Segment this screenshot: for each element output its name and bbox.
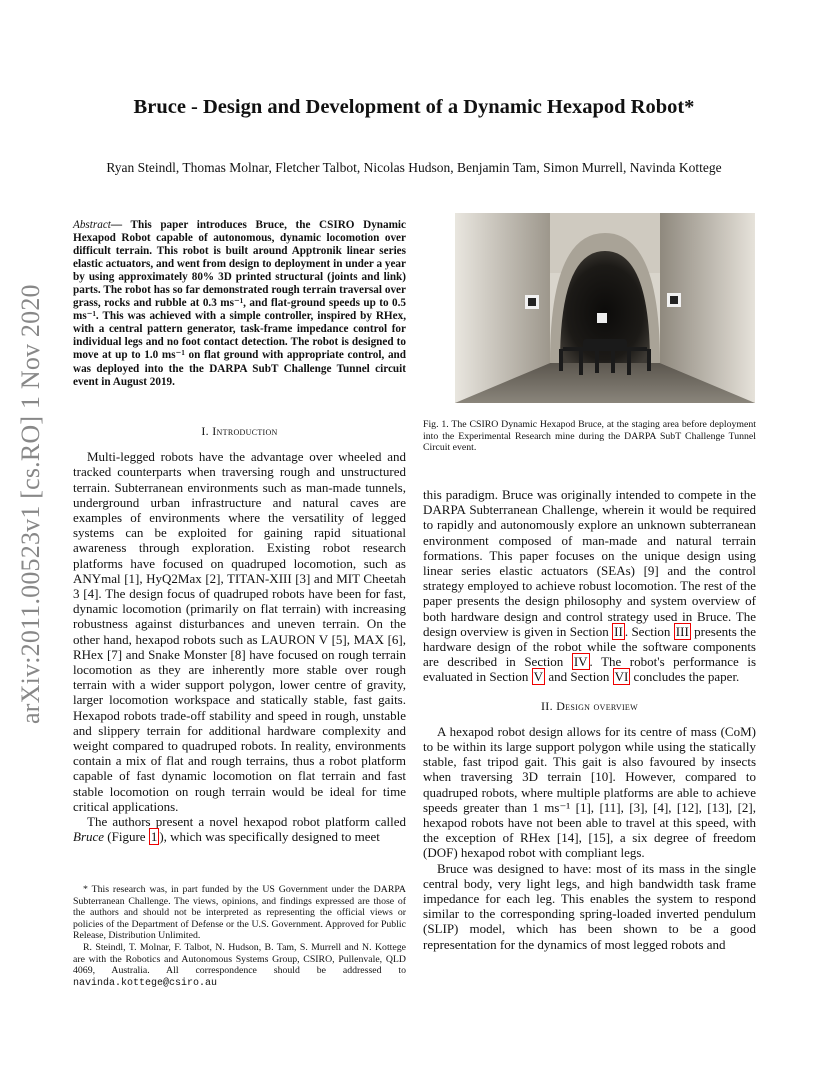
intro-continuation xyxy=(423,487,756,685)
contact-email[interactable]: navinda.kottege@csiro.au xyxy=(73,977,218,989)
section-ref-ii[interactable]: II xyxy=(614,623,623,639)
robot-tunnel-photo xyxy=(455,213,755,403)
text-run: The authors present a novel hexapod robot platform called xyxy=(87,814,406,830)
abstract-text: — This paper introduces Bruce, the CSIRO Dynamic Hexapod Robot capable of autonomous, dynamic locomotion over difficult terrain. This robot is built around Apptronik linear series elastic actuators, and went from design to deployment in under a year by using approximately 80% 3D printed structural (joints and link) parts. The robot has so far demonstrated rough terrain traversal over grass, rocks and rubble at 0.3 ms⁻¹, and flat-ground speeds up to 0.5 ms⁻¹. This was achieved with a simple controller, inspired by RHex, with a central pattern generator, task-frame impedance control for individual legs and no foot contact detection. The robot is designed to move at up to 1.0 ms⁻¹ on flat ground with appropriate control, and was deployed into the the DARPA SubT Challenge Tunnel circuit event in August 2019. xyxy=(73,219,406,388)
section-title: Introduction xyxy=(212,424,278,438)
section-ref-v[interactable]: V xyxy=(533,669,544,685)
section-title: Design overview xyxy=(556,698,638,713)
text-run: R. Steindl, T. Molnar, F. Talbot, N. Hudson, B. Tam, S. Murrell and N. Kottege are with the Robotics and Autonomous Systems Group, CSIRO, Pullenvale, QLD 4069, Australia. All correspondence should be addressed to xyxy=(73,941,406,977)
arxiv-stamp: arXiv:2011.00523v1 [cs.RO] 1 Nov 2020 xyxy=(16,284,45,724)
footnote xyxy=(73,884,406,989)
text-run: concludes the paper. xyxy=(630,669,740,685)
text-run: (Figure xyxy=(104,829,149,845)
figure-ref-link[interactable]: 1 xyxy=(150,829,158,845)
footnote-funding: * This research was, in part funded by the US Government under the DARPA Subterranean Challenge. The views, opinions, and findings expressed are those of the authors and should not be interpreted as representing the official views or policies of the Department of Defense or the U.S. Government. Approved for Public Release, Distribution Unlimited. xyxy=(73,884,406,942)
section-number: I. xyxy=(201,424,213,438)
section-ref-vi[interactable]: VI xyxy=(614,669,629,685)
section-heading-intro xyxy=(73,424,406,439)
text-run: . Section xyxy=(624,623,674,639)
section-ref-iii[interactable]: III xyxy=(675,623,689,639)
design-paragraph-2: Bruce was designed to have: most of its mass in the single central body, very light legs, and high bandwidth task frame impedance for each leg. This enables the system to respond similar to the corresponding spring-loaded inverted pendulum (SLIP) model, which has been shown to be a good representation for the dynamics of most legged robots and xyxy=(423,860,756,952)
section-heading-design xyxy=(423,699,756,714)
section-number: II. xyxy=(541,698,557,713)
text-run: . The robot's performance is evaluated in Section xyxy=(423,654,756,685)
text-run: this paradigm. Bruce was originally intended to compete in the DARPA Subterranean Challenge, wherein it would be required to rapidly and autonomously explore an unknown subterranean environment composed of man-made and natural terrain formations. This paper focuses on the unique design using linear series elastic actuators (SEAs) [9] and the control strategy employed to achieve robust locomotion. The rest of the paper presents the design philosophy and system overview of both hardware design and control strategy used in Bruce. The design overview is given in Section xyxy=(423,487,756,639)
robot-name: Bruce xyxy=(73,829,105,845)
abstract xyxy=(73,219,406,389)
paper-title: Bruce - Design and Development of a Dynamic Hexapod Robot* xyxy=(133,96,695,118)
section-ref-iv[interactable]: IV xyxy=(573,654,588,670)
right-column xyxy=(423,487,756,952)
intro-section xyxy=(73,424,406,844)
abstract-lead: Abstract xyxy=(73,219,111,231)
author-list: Ryan Steindl, Thomas Molnar, Fletcher Talbot, Nicolas Hudson, Benjamin Tam, Simon Murrell, Navinda Kottege xyxy=(106,160,722,175)
footnote-affiliation xyxy=(73,942,406,989)
text-run: ), which was specifically designed to meet xyxy=(159,829,380,845)
intro-paragraph-1: Multi-legged robots have the advantage over wheeled and tracked counterparts when traversing rough and unstructured terrain. Subterranean environments such as man-made tunnels, underground urban infrastructure and natural caves are examples of environments where the versatility of legged systems can be exploited for gaining rapid situational awareness through exploration. Existing robot research platforms have focused on quadruped locomotion, such as ANYmal [1], HyQ2Max [2], TITAN-XIII [3] and MIT Cheetah 3 [4]. The design focus of quadruped robots have been for fast, dynamic locomotion (primarily on flat terrain) with increasing robustness against disturbances and uneven terrain. On the other hand, hexapod robots such as LAURON V [5], MAX [6], RHex [7] and Snake Monster [8] have focused on rough terrain locomotion as they are inherently more stable over rough terrain with a wider support polygon, lower centre of gravity, larger locomotion workspace and statically stable, fast gaits. Hexapod robots trade-off stability and speed in rough, unstable and slippery terrain for additional hardware complexity and weight compared to quadruped robots. In reality, environments contain a mix of flat and rough terrains, thus a robot platform capable of fast dynamic locomotion on flat terrain and fast stable locomotion on rough terrain would be ideal for time critical applications. xyxy=(73,449,406,814)
text-run: and Section xyxy=(545,669,613,685)
design-paragraph-1: A hexapod robot design allows for its centre of mass (CoM) to be within its large support polygon while using the statically stable, fast tripod gait. This gait is also favoured by insects when traversing 3D terrain [10]. However, compared to quadruped robots, where multiple platforms are able to achieve speeds greater than 1 ms⁻¹ [1], [11], [3], [4], [12], [13], [2], hexapod robots have not been able to travel at this speed, with the exception of RHex [14], [15], a six degree of freedom (DOF) hexapod robot with compliant legs. xyxy=(423,723,756,861)
intro-paragraph-2 xyxy=(73,814,406,844)
figure-caption: Fig. 1. The CSIRO Dynamic Hexapod Bruce, at the staging area before deployment into the Experimental Research mine during the DARPA SubT Challenge Tunnel Circuit event. xyxy=(423,419,756,454)
text-run: presents the hardware design of the robot while the software components are described in Section xyxy=(423,623,757,670)
